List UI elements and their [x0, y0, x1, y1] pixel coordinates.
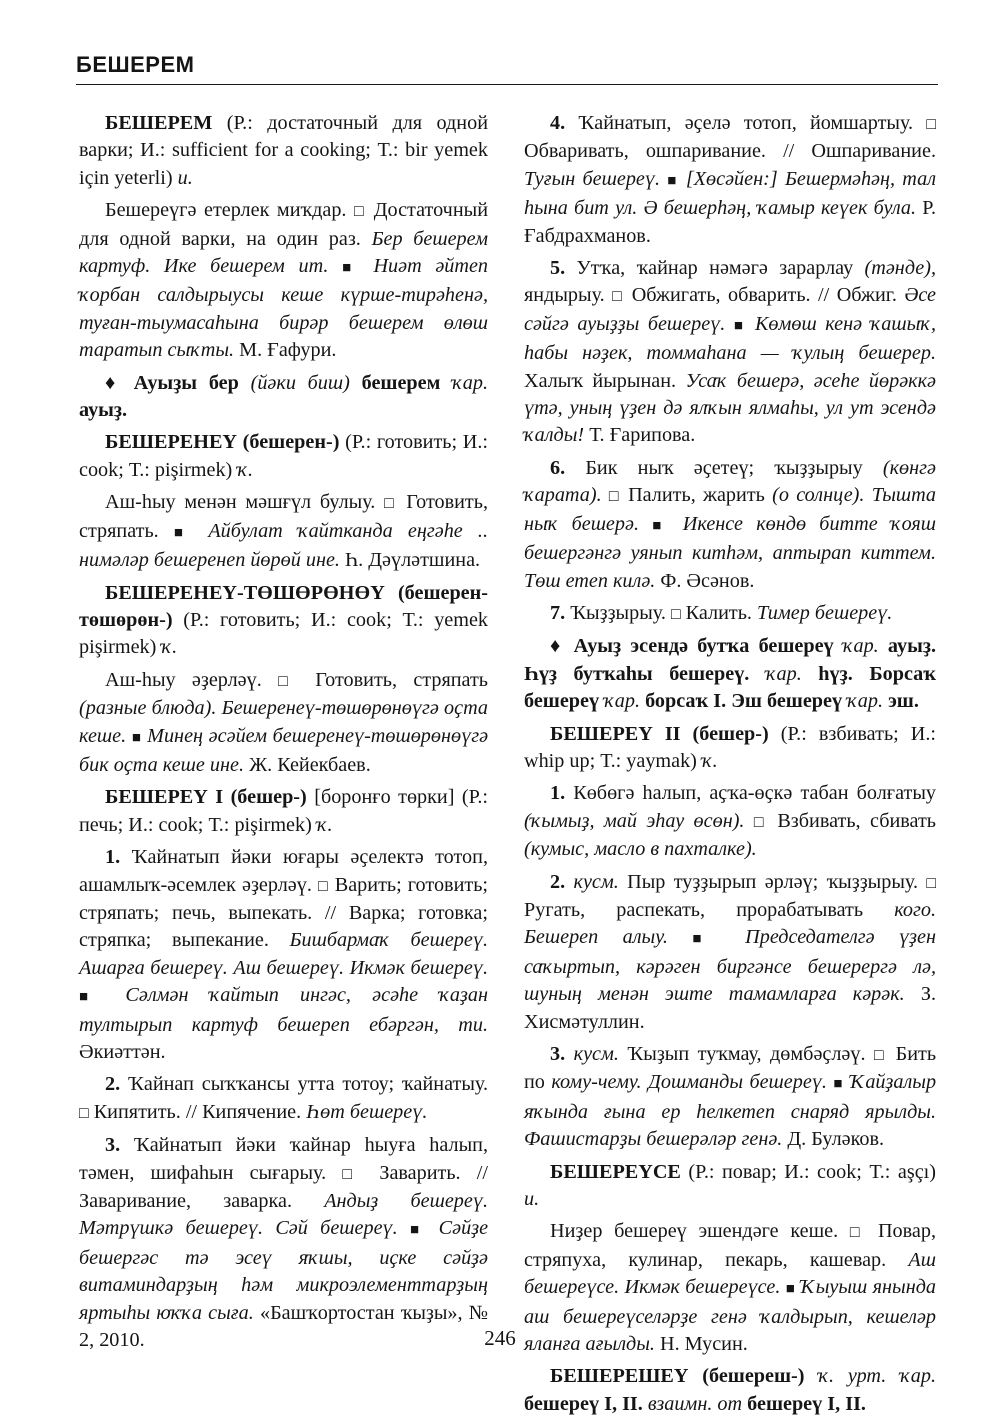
diamond-icon: ♦ — [105, 371, 123, 394]
black-square-icon: ■ — [79, 989, 105, 1006]
sense-7: 7. Ҡыҙҙырыу. □ Калить. Тимер бешереү. — [550, 601, 893, 624]
entry-besherem-sense: Бешереүгә етерлек миҡдар. □ Достаточный для одной варки, на один раз. Бер бешерем картуф. Ике бешерем ит. ■ Ниәт әйтеп ҡорбан салдырыусы кеше күрше-тирәһенә, туған-тыумасаһына бирәр бешерем өлөш таратып сыҡты. М. Ғафури. — [79, 199, 489, 362]
diamond-icon: ♦ — [550, 635, 565, 658]
white-square-icon: □ — [926, 116, 936, 133]
entry-beshereuse: БЕШЕРЕҮСЕ (Р.: повар; И.: cook; Т.: aşçı) и. — [524, 1160, 936, 1211]
white-square-icon: □ — [670, 605, 681, 623]
white-square-icon: □ — [79, 1104, 89, 1122]
white-square-icon: □ — [384, 495, 398, 513]
white-square-icon: □ — [874, 1047, 888, 1064]
black-square-icon: ■ — [173, 524, 194, 541]
entry-bshereneu-sense: Аш-һыу менән мәшғүл булыу. □ Готовить, стряпать. ■ Айбулат ҡайтканда еңгәһе .. нимәләр бешеренеп йөрөй ине. Һ. Дәүләтшина. — [79, 491, 489, 572]
phraseology-block: ♦ Ауыҙ эсендә бутҡа бешереү ҡар. ауыҙ. Һүҙ бутҡаһы бешереү. ҡар. һүҙ. Борсаҡ бешереү ҡар. борсаҡ I. Эш бешереү ҡар. эш. — [524, 635, 937, 713]
entry-beshereu-1: БЕШЕРЕҮ I (бешер-) [боронғо төрки] (Р.: печь; И.: cook; Т.: pişirmek) ҡ. — [79, 786, 489, 836]
black-square-icon: ■ — [652, 517, 670, 534]
white-square-icon: □ — [926, 874, 937, 892]
sense-ii-3: 3. кусм. Ҡыҙып туҡмау, дөмбәҫләү. □ Бить по кому-чему. Дошманды бешереү. ■ Ҡайҙалыр яҡында ғына ер һелкетеп снаряд ярылды. Фашистарҙы бешерәләр генә. Д. Буләков. — [524, 1043, 937, 1151]
entry-bshereneu-toshoronou: БЕШЕРЕНЕҮ-ТӨШӨРӨНӨҮ (бешерен-төшөрөн-) (Р.: готовить; И.: cook; Т.: yemek pişirmek) ҡ. — [79, 581, 489, 659]
headword: БЕШЕРЕМ — [105, 112, 213, 134]
entry-besherem: БЕШЕРЕМ (Р.: достаточный для одной варки; И.: sufficient for a cooking; Т.: bir yemek için yeterli) и. — [79, 112, 489, 189]
entry-bshereneu: БЕШЕРЕНЕҮ (бешерен-) (Р.: готовить; И.: cook; Т.: pişirmek) ҡ. — [79, 431, 488, 481]
black-square-icon: ■ — [833, 1076, 844, 1093]
headword: БЕШЕРЕҮ II (бешер-) — [550, 722, 769, 745]
entry-bshereneu-toshoronou-sense: Аш-һыу әҙерләү. □ Готовить, стряпать (разные блюда). Бешеренеү-төшөрөнөүгә оҫта кеше. ■ Минең әсәйем бешеренеү-төшөрөнөүгә бик оҫта кеше ине. Ж. Кейекбаев. — [79, 668, 489, 776]
sense-6: 6. Бик ныҡ әҫетеү; ҡыҙҙырыу (көнгә ҡарата). □ Палить, жарить (о солнце). Тышта ныҡ бешерә. ■ Икенсе көндө битте ҡояш бешергәнгә уянып китһәм, аптырап киттем. Төш етеп килә. Ф. Әсәнов. — [524, 456, 937, 592]
white-square-icon: □ — [608, 488, 621, 506]
white-square-icon: □ — [317, 877, 329, 895]
white-square-icon: □ — [342, 1165, 364, 1183]
white-square-icon: □ — [612, 288, 625, 306]
header-rule — [76, 84, 938, 85]
entry-beshereshеu: БЕШЕРЕШЕҮ (бешереш-) ҡ. урт. ҡар. бешереү I, II. взаимн. от бешереү I, II. — [524, 1365, 937, 1415]
black-square-icon: ■ — [131, 729, 142, 746]
white-square-icon: □ — [278, 672, 299, 690]
black-square-icon: ■ — [785, 1281, 796, 1298]
black-square-icon: ■ — [410, 1222, 427, 1239]
headword: БЕШЕРЕНЕҮ (бешерен-) — [105, 431, 340, 454]
white-square-icon: □ — [849, 1224, 867, 1242]
black-square-icon: ■ — [342, 260, 360, 277]
sense-4: 4. Ҡайнатып, әҫелә тотоп, йомшартыу. □ Обваривать, ошпаривание. // Ошпаривание. Туғын бешереү. ■ [Хөсәйен:] Бешермәһәң, тал һына бит ул. Ә бешерһәң, ҡамыр кеүек була. Р. Ғабдрахманов. — [524, 112, 937, 247]
sense-ii-2: 2. кусм. Пыр туҙҙырып әрләү; ҡыҙҙырыу. □ Ругать, распекать, прорабатывать кого. Бешереп алыу. ■ Председателгә үҙен саҡыртып, кәрәген биргәнсе бешерергә лә, шуның менән эште тамамларға кәрәк. З. Хисмәтуллин. — [524, 870, 937, 1033]
page-number: 246 — [484, 1326, 516, 1350]
left-column — [79, 110, 488, 1359]
idiom-auyzy-ber: ♦ Ауыҙы бер (йәки биш) бешерем ҡар. ауыҙ. — [79, 371, 488, 422]
running-title: БЕШЕРЕМ — [76, 52, 195, 77]
sense-1: 1. Ҡайнатып йәки юғары әҫелектә тотоп, ашамлыҡ-әсемлек әҙерләү. □ Варить; готовить; стряпать; печь, выпекать. // Варка; готовка; стряпка; выпекание. Бишбармаҡ бешереү. Ашарға бешереү. Аш бешереү. Икмәк бешереү. ■ Сәлмән ҡайтып ингәс, әсәһе ҡаҙан тултырып картуф бешереп ебәргән, ти. Әкиәттән. — [79, 846, 489, 1063]
headword: БЕШЕРЕҮ I (бешер-) — [105, 786, 307, 809]
right-column — [524, 110, 936, 1423]
sense-3: 3. Ҡайнатып йәки ҡайнар һыуға һалып, тәмен, шифаһын сығарыу. □ Заварить. // Заваривание, заварка. Андыҙ бешереү. Мәтрүшкә бешереү. Сәй бешереү. ■ Сәйҙе бешергәс тә эсеү яҡшы, иҫке сәйҙә витаминдарҙың һәм микроэлементтарҙың яртыһы юҡҡа сыға. «Башҡортостан ҡыҙы», № 2, 2010. — [79, 1134, 489, 1352]
headword: БЕШЕРЕНЕҮ-ТӨШӨРӨНӨҮ (бешерен-төшөрөн-) — [79, 581, 488, 631]
sense-ii-1: 1. Көбөгә һалып, аҫҡа-өҫкә табан болғатыу (ҡымыҙ, май эһау өсөн). □ Взбивать, сбивать (кумыс, масло в пахталке). — [524, 782, 937, 861]
headword: БЕШЕРЕҮСЕ — [550, 1160, 681, 1183]
sense-5: 5. Утҡа, ҡайнар нәмәгә зарарлау (тәнде), яндырыу. □ Обжигать, обварить. // Обжиг. Әсе сәйгә ауыҙҙы бешереү. ■ Көмөш кенә ҡашыҡ, һабы нәҙек, томмаһана — ҡулың бешерер. Халыҡ йырынан. Усаҡ бешерә, әсеһе йөрәккә үтә, уның үҙен дә ялҡын ялмаһы, ул ут эсендә ҡалды! Т. Ғарипова. — [524, 257, 937, 447]
white-square-icon: □ — [354, 203, 367, 221]
entry-beshereu-2: БЕШЕРЕҮ II (бешер-) (Р.: взбивать; И.: whip up; Т.: yaymak) ҡ. — [524, 722, 936, 772]
black-square-icon: ■ — [692, 931, 721, 948]
black-square-icon: ■ — [667, 172, 679, 189]
black-square-icon: ■ — [733, 317, 747, 334]
headword: БЕШЕРЕШЕҮ (бешереш-) — [550, 1365, 805, 1388]
sense-2: 2. Ҡайнап сыҡҡансы утта тотоу; ҡайнатыу. □ Кипятить. // Кипячение. Һөт бешереү. — [79, 1073, 489, 1123]
entry-beshereuse-sense: Ниҙер бешереү эшендәге кеше. □ Повар, стряпуха, кулинар, пекарь, кашевар. Аш бешереүсе. Икмәк бешереүсе. ■ Ҡыуыш янында аш бешереүселәрҙе генә ҡалдырып, кешеләр яланға ағылды. Н. Мусин. — [524, 1220, 937, 1356]
white-square-icon: □ — [753, 813, 768, 831]
